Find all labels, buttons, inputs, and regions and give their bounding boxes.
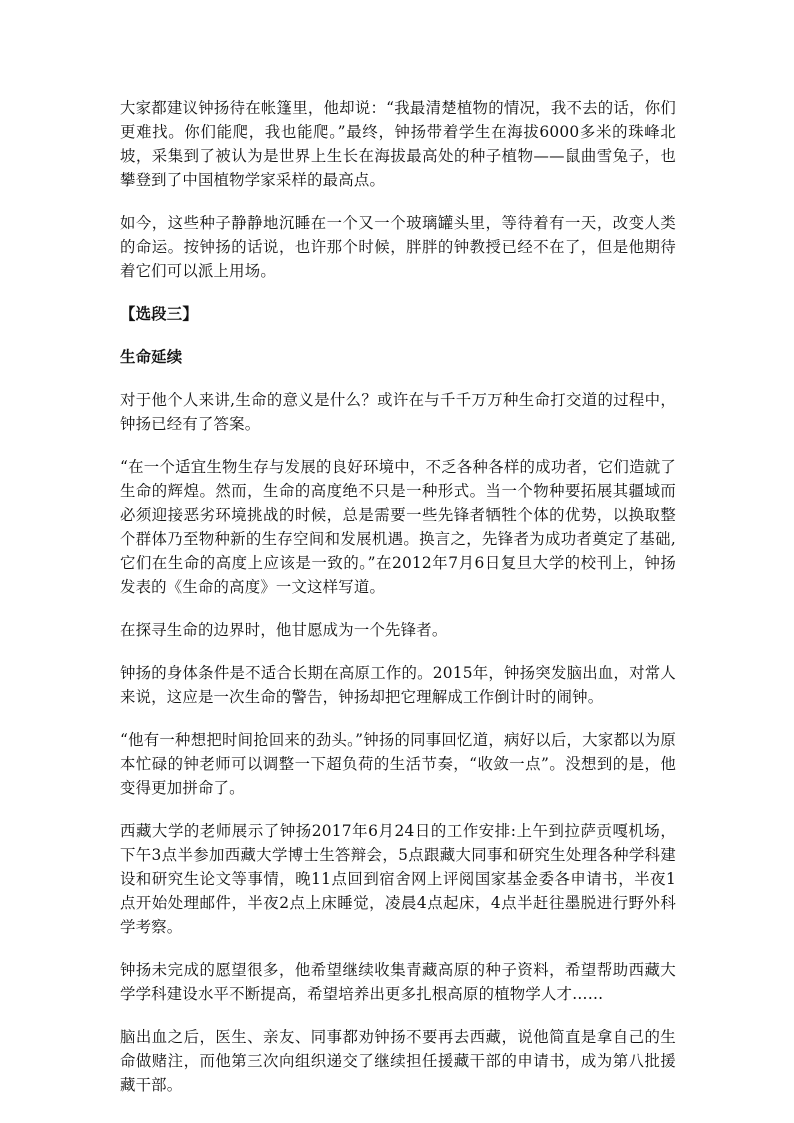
document-body (120, 96, 676, 1116)
paragraph-6: 钟扬的身体条件是不适合长期在高原工作的。2015年，钟扬突发脑出血，对常人来说，这应是一次生命的警告，钟扬却把它理解成工作倒计时的闹钟。 (120, 664, 676, 706)
paragraph-2: 如今，这些种子静静地沉睡在一个又一个玻璃罐头里，等待着有一天，改变人类的命运。按钟扬的话说，也许那个时候，胖胖的钟教授已经不在了，但是他期待着它们可以派上用场。 (120, 214, 676, 280)
paragraph-1: 大家都建议钟扬待在帐篷里，他却说：“我最清楚植物的情况，我不去的话，你们更难找。你们能爬，我也能爬。”最终，钟扬带着学生在海拔6000多米的珠峰北坡，采集到了被认为是世界上生长在海拔最高处的种子植物——鼠曲雪兔子，也攀登到了中国植物学家采样的最高点。 (120, 99, 676, 189)
paragraph-5: 在探寻生命的边界时，他甘愿成为一个先锋者。 (120, 621, 448, 639)
paragraph-4: “在一个适宜生物生存与发展的良好环境中，不乏各种各样的成功者，它们造就了生命的辉煌。然而，生命的高度绝不只是一种形式。当一个物种要拓展其疆域而必须迎接恶劣环境挑战的时候，总是需要一些先锋者牺牲个体的优势，以换取整个群体乃至物种新的生存空间和发展机遇。换言之，先锋者为成功者奠定了基础,它们在生命的高度上应该是一致的。”在2012年7月6日复旦大学的校刊上，钟扬发表的《生命的高度》一文这样写道。 (120, 458, 676, 596)
paragraph-3: 对于他个人来讲,生命的意义是什么？或许在与千千万万种生命打交道的过程中，钟扬已经有了答案。 (120, 391, 676, 433)
paragraph-7: “他有一种想把时间抢回来的劲头。”钟扬的同事回忆道，病好以后，大家都以为原本忙碌的钟老师可以调整一下超负荷的生活节奏，“收敛一点”。没想到的是，他变得更加拼命了。 (120, 731, 676, 797)
paragraph-8: 西藏大学的老师展示了钟扬2017年6月24日的工作安排:上午到拉萨贡嘎机场，下午3点半参加西藏大学博士生答辩会，5点跟藏大同事和研究生处理各种学科建设和研究生论文等事情，晚11点回到宿舍网上评阅国家基金委各申请书，半夜1点开始处理邮件，半夜2点上床睡觉，凌晨4点起床，4点半赶往墨脱进行野外科学考察。 (120, 822, 676, 936)
paragraph-9: 钟扬未完成的愿望很多，他希望继续收集青藏高原的种子资料，希望帮助西藏大学学科建设水平不断提高，希望培养出更多扎根高原的植物学人才…… (120, 961, 676, 1003)
paragraph-10: 脑出血之后，医生、亲友、同事都劝钟扬不要再去西藏，说他简直是拿自己的生命做赌注，而他第三次向组织递交了继续担任援藏干部的申请书，成为第八批援藏干部。 (120, 1028, 676, 1094)
section-label: 【选段三】 (120, 305, 198, 323)
section-title: 生命延续 (120, 348, 183, 366)
